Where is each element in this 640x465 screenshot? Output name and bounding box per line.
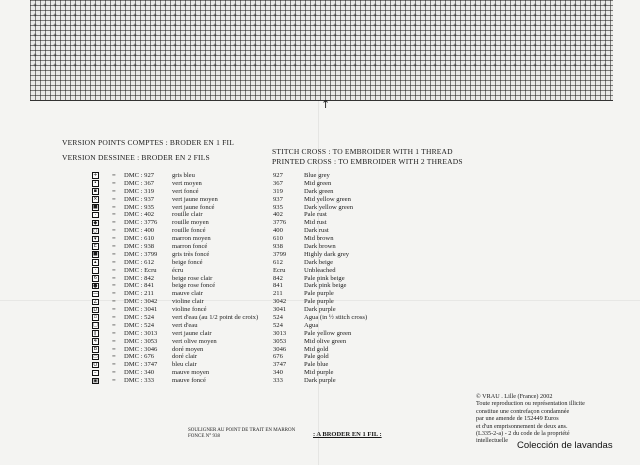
legend-french-name: mauve moyen [172,369,210,377]
legend-equals: = [112,235,116,243]
version-dessinee-label: VERSION DESSINEE : BRODER EN 2 FILS [62,153,210,162]
legend-dmc-code: DMC : 319 [124,187,155,195]
legend-english-name: Pale rust [304,211,327,219]
copyright-line: intellectuelle [476,437,508,445]
legend-english-name: Pale blue [304,361,329,369]
legend-equals: = [112,290,116,298]
legend-french-name: doré moyen [172,345,204,353]
legend-symbol-icon: ■ [93,251,98,258]
legend-equals: = [112,179,116,187]
legend-french-name: marron moyen [172,235,211,243]
legend-english-name: Agua (in ½ stitch cross) [304,314,368,322]
legend-number: 935 [273,203,283,211]
legend-english-name: Agua [304,321,319,329]
broder-instruction: : A BRODER EN 1 FIL : [313,431,382,438]
legend-english-name: Dark yellow green [304,203,354,211]
outline-line: SOULIGNER AU POINT DE TRAIT EN MARRON [188,428,296,433]
legend-equals: = [112,361,116,369]
outline-line: FONCE N° 938 [188,434,221,439]
legend-english-name: Mid gold [304,345,329,353]
legend-number: 927 [273,172,283,179]
legend-symbol-icon: O [93,361,98,368]
legend-dmc-code: DMC : 3799 [124,250,158,258]
legend-dmc-code: DMC : 3042 [124,298,158,306]
legend-symbol-icon: • [93,180,97,187]
legend-french-name: bleu clair [172,361,197,369]
legend-dmc-code: DMC : 938 [124,243,155,251]
legend-symbol-icon: D [93,306,98,313]
legend-equals: = [112,195,116,203]
legend-dmc-code: DMC : 937 [124,195,155,203]
legend-dmc-code: DMC : 524 [124,314,155,322]
legend-equals: = [112,329,116,337]
legend-equals: = [112,211,116,219]
legend-french-name: gris très foncé [172,250,210,258]
legend-number: 3799 [273,250,287,258]
legend-dmc-code: DMC : 3046 [124,345,158,353]
legend-symbol-icon: ▾ [92,236,99,243]
legend-french-name: gris bleu [172,172,195,179]
legend-english-name: Highly dark grey [304,250,350,258]
legend-number: 319 [273,187,283,195]
legend-symbol-icon: ‖ [92,330,99,337]
copyright-line: et d'un emprisonnement de deux ans. [476,422,568,430]
chart-symbols [30,0,613,70]
legend-equals: = [112,250,116,258]
copyright-line: Toute reproduction ou représentation illicite [476,400,585,408]
legend-french-name: violine clair [172,298,204,306]
legend-number: 3013 [273,329,287,337]
legend-dmc-code: DMC : 211 [124,290,154,298]
legend-english-name: Unbleached [304,266,336,274]
legend-french-name: violine foncé [172,306,207,314]
center-arrow-icon: ↑ [321,98,331,111]
legend-number: Ecru [273,266,286,274]
legend-number: 841 [273,282,283,290]
legend-equals: = [112,172,116,179]
legend-dmc-code: DMC : 367 [124,179,155,187]
legend-symbol-icon: · [92,267,99,274]
legend-number: 524 [273,314,283,322]
legend-equals: = [112,219,116,227]
legend-french-name: rouille clair [172,211,203,219]
legend-french-name: beige rose clair [172,274,213,282]
legend-symbol-icon: · [92,212,99,219]
legend-number: 3042 [273,298,287,306]
legend-symbol-icon: 6 [93,274,97,281]
legend-dmc-code: DMC : 3747 [124,361,158,369]
legend-english-name: Dark green [304,187,334,195]
legend-french-name: écru [172,266,184,274]
legend-symbol-icon: ■ [93,203,98,210]
cross-stitch-chart-grid [30,0,613,101]
copyright-line: constitue une contrefaçon condamnée [476,407,570,415]
legend-number: 367 [273,179,283,187]
legend-symbol-icon: ▫ [93,314,97,321]
legend-english-name: Mid rust [304,219,327,227]
legend-french-name: vert jaune moyen [172,195,218,203]
legend-french-name: vert d'eau (au 1/2 point de croix) [172,314,259,322]
legend-equals: = [112,203,116,211]
legend-english-name: Mid green [304,179,332,187]
copyright-line: © VRAU . Lille (France) 2002 [476,393,553,400]
legend-english-name: Mid purple [304,369,334,377]
legend-equals: = [112,243,116,251]
legend-number: 610 [273,235,283,243]
legend-equals: = [112,282,116,290]
copyright-line: par une amende de 152449 Euros [476,415,559,423]
legend-english-name: Pale pink beige [304,274,345,282]
legend-symbol-icon: × [93,196,98,203]
legend-dmc-code: DMC : 402 [124,211,155,219]
legend-french-name: doré clair [172,353,198,361]
legend-equals: = [112,337,116,345]
legend-english-name: Dark rust [304,227,329,235]
legend-equals: = [112,227,116,235]
legend-dmc-code: DMC : 842 [124,274,155,282]
legend-dmc-code: DMC : 676 [124,353,155,361]
legend-dmc-code: DMC : 3776 [124,219,158,227]
legend-symbol-icon: B [93,345,98,352]
legend-english-name: Pale purple [304,290,334,298]
legend-french-name: rouille moyen [172,219,209,227]
legend-number: 938 [273,243,283,251]
legend-symbol-icon: ▣ [93,377,98,384]
legend-dmc-code: DMC : 524 [124,321,155,329]
legend-french-name: vert jaune foncé [172,203,215,211]
legend-symbol-icon: – [92,370,99,377]
legend-dmc-code: DMC : 340 [124,369,155,377]
legend-english-name: Dark brown [304,243,336,251]
legend-number: 612 [273,258,283,266]
legend-dmc-code: DMC : 3013 [124,329,158,337]
legend-dmc-code: DMC : 333 [124,377,155,385]
legend-english-name: Pale purple [304,298,334,306]
legend-dmc-code: DMC : 841 [124,282,155,290]
printed-cross-label: PRINTED CROSS : TO EMBROIDER WITH 2 THREADS [272,157,463,166]
legend-number: 402 [273,211,283,219]
legend-french-name: vert jaune clair [172,329,212,337]
legend-english-name: Dark purple [304,306,336,314]
legend-equals: = [112,306,116,314]
legend-english-name: Mid olive green [304,337,347,345]
legend-dmc-code: DMC : Ecru [124,266,157,274]
legend-symbol-icon: ● [93,282,98,289]
version-comptes-label: VERSION POINTS COMPTES : BRODER EN 1 FIL [62,138,234,147]
copyright-notice [476,393,636,445]
legend-dmc-code: DMC : 3041 [124,306,158,314]
legend-number: 340 [273,369,283,377]
legend-number: 3046 [273,345,287,353]
legend-french-name: vert d'eau [172,321,198,329]
legend-equals: = [112,377,116,385]
legend-dmc-code: DMC : 3053 [124,337,158,345]
legend-french-name: mauve clair [172,290,203,298]
legend-dmc-code: DMC : 400 [124,227,155,235]
legend-equals: = [112,369,116,377]
legend-equals: = [112,321,116,329]
legend-french-name: rouille foncé [172,227,206,235]
legend-symbol-icon: 4 [93,338,97,345]
legend-number: 937 [273,195,283,203]
legend-symbol-icon: ○ [93,227,98,234]
legend-equals: = [112,345,116,353]
legend-english-name: Mid brown [304,235,334,243]
legend-symbol-icon: ▪ [93,188,97,195]
legend-equals: = [112,187,116,195]
legend-english-name: Dark beige [304,258,334,266]
legend-french-name: marron foncé [172,243,208,251]
legend-symbol-icon: + [93,172,98,179]
legend-number: 676 [273,353,283,361]
legend-french-name: vert moyen [172,179,202,187]
legend-french-name: vert foncé [172,187,199,195]
legend-dmc-code: DMC : 935 [124,203,155,211]
legend-english-name: Dark purple [304,377,336,385]
legend-number: 3747 [273,361,287,369]
stitch-cross-label: STITCH CROSS : TO EMBROIDER WITH 1 THREAD [272,147,453,156]
legend-number: 211 [273,290,283,298]
legend-equals: = [112,353,116,361]
legend-french-name: beige foncé [172,258,203,266]
legend-symbol-icon: — [93,290,98,297]
legend-equals: = [112,258,116,266]
legend-symbol-icon: Z [93,298,98,305]
legend-equals: = [112,298,116,306]
legend-english-name: Blue grey [304,172,330,179]
legend-dmc-code: DMC : 612 [124,258,155,266]
legend-number: 842 [273,274,283,282]
legend-english-name: Mid yellow green [304,195,351,203]
legend-english-name: Pale gold [304,353,329,361]
legend-number: 524 [273,321,283,329]
legend-dmc-code: DMC : 610 [124,235,155,243]
legend-english-name: Dark pink beige [304,282,347,290]
legend-french-name: vert olive moyen [172,337,217,345]
legend-english-name: Pale yellow green [304,329,352,337]
legend-number: 333 [273,377,283,385]
legend-symbol-icon: ▴ [92,259,99,266]
watermark-caption: Colección de lavandas [517,440,613,451]
outline-instruction [188,428,295,440]
legend-number: 400 [273,227,283,235]
legend-equals: = [112,314,116,322]
legend-number: 3041 [273,306,287,314]
legend-symbol-icon: □ [93,322,98,329]
legend-symbol-icon: ▭ [93,353,98,360]
legend-dmc-code: DMC : 927 [124,172,155,179]
legend-symbol-icon: ◆ [93,219,98,226]
legend-french-name: beige rose foncé [172,282,216,290]
legend-equals: = [112,274,116,282]
copyright-line: (L335-2-a) - 2 du code de la propriété [476,430,570,438]
legend-number: 3776 [273,219,287,227]
legend-french-name: mauve foncé [172,377,206,385]
legend-symbol-icon: E [93,243,97,250]
legend-equals: = [112,266,116,274]
legend-number: 3053 [273,337,287,345]
